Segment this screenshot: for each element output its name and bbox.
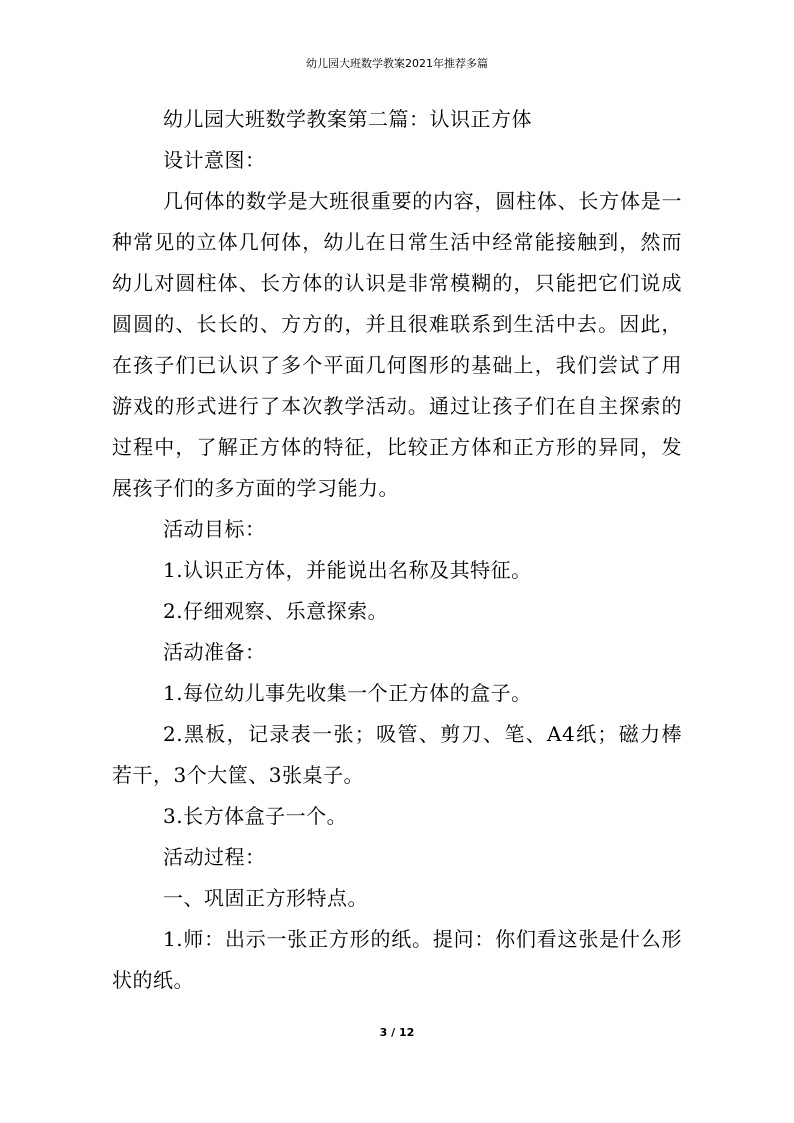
paragraph: 1.认识正方体，并能说出名称及其特征。 [163, 558, 532, 582]
paragraph: 3.长方体盒子一个。 [163, 804, 348, 828]
paragraph: 几何体的数学是大班很重要的内容，圆柱体、长方体是一种常见的立体几何体，幼儿在日常生活中经常能接触到，然而幼儿对圆柱体、长方体的认识是非常模糊的，只能把它们说成圆圆的、长长的、方方的，并且很难联系到生活中去。因此，在孩子们已认识了多个平面几何图形的基础上，我们尝试了用游戏的形式进行了本次教学活动。通过让孩子们在自主探索的过程中，了解正方体的特征，比较正方体和正方形的异同，发展孩子们的多方面的学习能力。 [112, 189, 682, 500]
paragraph: 活动准备： [163, 640, 266, 664]
paragraph: 活动目标： [163, 517, 266, 541]
paragraph: 设计意图： [163, 148, 266, 172]
paragraph: 1.每位幼儿事先收集一个正方体的盒子。 [163, 681, 532, 705]
paragraph: 1.师：出示一张正方形的纸。提问：你们看这张是什么形状的纸。 [112, 927, 682, 992]
section-title: 幼儿园大班数学教案第二篇：认识正方体 [163, 107, 532, 131]
page-number: 3 / 12 [379, 1026, 415, 1039]
document-body [112, 99, 682, 1001]
paragraph: 2.黑板，记录表一张；吸管、剪刀、笔、A4纸；磁力棒若干，3个大筐、3张桌子。 [112, 722, 682, 787]
paragraph: 2.仔细观察、乐意探索。 [163, 599, 389, 623]
paragraph: 活动过程： [163, 845, 266, 869]
paragraph: 一、巩固正方形特点。 [163, 886, 368, 910]
page-header: 幼儿园大班数学教案2021年推荐多篇 [306, 57, 488, 70]
